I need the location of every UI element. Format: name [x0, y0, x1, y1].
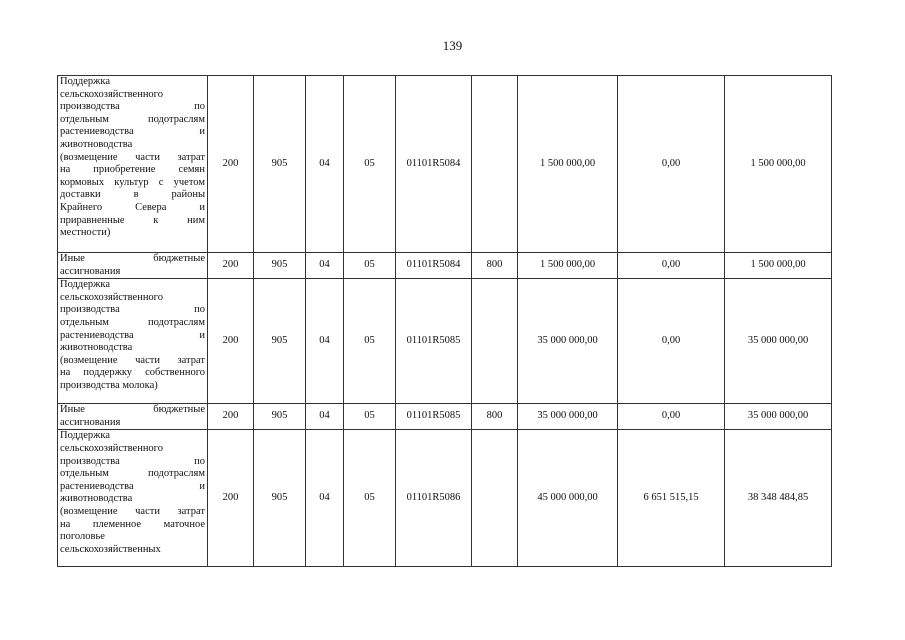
expense-type-cell	[472, 279, 518, 404]
description-line: растениеводства и	[60, 480, 205, 492]
approved-amount-cell: 35 000 000,00	[518, 404, 618, 430]
subsection-cell: 05	[344, 76, 396, 253]
table-row	[58, 76, 832, 253]
executed-amount-cell: 0,00	[618, 76, 725, 253]
target-article-cell: 01101R5086	[396, 430, 472, 567]
target-article-cell: 01101R5085	[396, 404, 472, 430]
section-cell: 04	[306, 404, 344, 430]
description-line: (возмещение части затрат	[60, 505, 205, 517]
description-line: поголовье	[60, 531, 105, 543]
ministry-code-cell: 905	[254, 76, 306, 253]
description-line: сельскохозяйственного	[60, 442, 163, 454]
ministry-code-cell: 905	[254, 404, 306, 430]
description-line: Поддержка	[60, 430, 110, 442]
subsection-cell: 05	[344, 279, 396, 404]
target-article-cell: 01101R5084	[396, 76, 472, 253]
expense-type-cell	[472, 430, 518, 567]
description-cell	[58, 430, 208, 567]
description-line: животноводства	[60, 493, 133, 505]
admin-code-cell: 200	[208, 430, 254, 567]
description-cell	[58, 279, 208, 404]
table-row	[58, 253, 832, 279]
section-cell: 04	[306, 279, 344, 404]
description-line: ассигнования	[60, 265, 121, 277]
remaining-amount-cell: 35 000 000,00	[725, 404, 832, 430]
executed-amount-cell: 6 651 515,15	[618, 430, 725, 567]
subsection-cell: 05	[344, 404, 396, 430]
remaining-amount-cell: 38 348 484,85	[725, 430, 832, 567]
description-line: (возмещение части затрат	[60, 354, 205, 366]
section-cell: 04	[306, 76, 344, 253]
description-line: сельскохозяйственного	[60, 88, 163, 100]
description-line: на приобретение семян	[60, 164, 205, 176]
table-row	[58, 404, 832, 430]
admin-code-cell: 200	[208, 279, 254, 404]
description-line: на поддержку собственного	[60, 367, 205, 379]
description-line: Поддержка	[60, 76, 110, 87]
subsection-cell: 05	[344, 430, 396, 567]
budget-table	[57, 75, 832, 567]
description-line: сельскохозяйственного	[60, 291, 163, 303]
description-cell	[58, 404, 208, 430]
description-line: отдельным подотраслям	[60, 468, 205, 480]
description-line: Крайнего Севера и	[60, 201, 205, 213]
executed-amount-cell: 0,00	[618, 279, 725, 404]
description-line: приравненные к ним	[60, 214, 205, 226]
admin-code-cell: 200	[208, 404, 254, 430]
description-cell	[58, 76, 208, 253]
target-article-cell: 01101R5084	[396, 253, 472, 279]
description-line: местности)	[60, 227, 111, 239]
table-row	[58, 279, 832, 404]
description-line: доставки в районы	[60, 189, 205, 201]
approved-amount-cell: 1 500 000,00	[518, 76, 618, 253]
description-line: растениеводства и	[60, 126, 205, 138]
description-line: животноводства	[60, 342, 133, 354]
page-number: 139	[442, 38, 463, 53]
executed-amount-cell: 0,00	[618, 404, 725, 430]
target-article-cell: 01101R5085	[396, 279, 472, 404]
section-cell: 04	[306, 253, 344, 279]
description-line: Иные бюджетные	[60, 404, 205, 416]
remaining-amount-cell: 1 500 000,00	[725, 76, 832, 253]
description-line: отдельным подотраслям	[60, 316, 205, 328]
approved-amount-cell: 35 000 000,00	[518, 279, 618, 404]
expense-type-cell: 800	[472, 404, 518, 430]
remaining-amount-cell: 1 500 000,00	[725, 253, 832, 279]
description-line: растениеводства и	[60, 329, 205, 341]
description-line: отдельным подотраслям	[60, 113, 205, 125]
section-cell: 04	[306, 430, 344, 567]
description-line: производства молока)	[60, 379, 158, 391]
remaining-amount-cell: 35 000 000,00	[725, 279, 832, 404]
description-line: на племенное маточное	[60, 518, 205, 530]
approved-amount-cell: 45 000 000,00	[518, 430, 618, 567]
table-row	[58, 430, 832, 567]
admin-code-cell: 200	[208, 76, 254, 253]
executed-amount-cell: 0,00	[618, 253, 725, 279]
description-line: животноводства	[60, 138, 133, 150]
expense-type-cell: 800	[472, 253, 518, 279]
description-cell	[58, 253, 208, 279]
admin-code-cell: 200	[208, 253, 254, 279]
expense-type-cell	[472, 76, 518, 253]
description-line: (возмещение части затрат	[60, 151, 205, 163]
ministry-code-cell: 905	[254, 253, 306, 279]
subsection-cell: 05	[344, 253, 396, 279]
approved-amount-cell: 1 500 000,00	[518, 253, 618, 279]
ministry-code-cell: 905	[254, 430, 306, 567]
description-line: производства по	[60, 455, 205, 467]
description-line: ассигнования	[60, 416, 121, 428]
description-line: Поддержка	[60, 279, 110, 291]
description-line: сельскохозяйственных	[60, 543, 161, 555]
description-line: производства по	[60, 101, 205, 113]
ministry-code-cell: 905	[254, 279, 306, 404]
description-line: кормовых культур с учетом	[60, 176, 205, 188]
description-line: производства по	[60, 304, 205, 316]
description-line: Иные бюджетные	[60, 253, 205, 264]
